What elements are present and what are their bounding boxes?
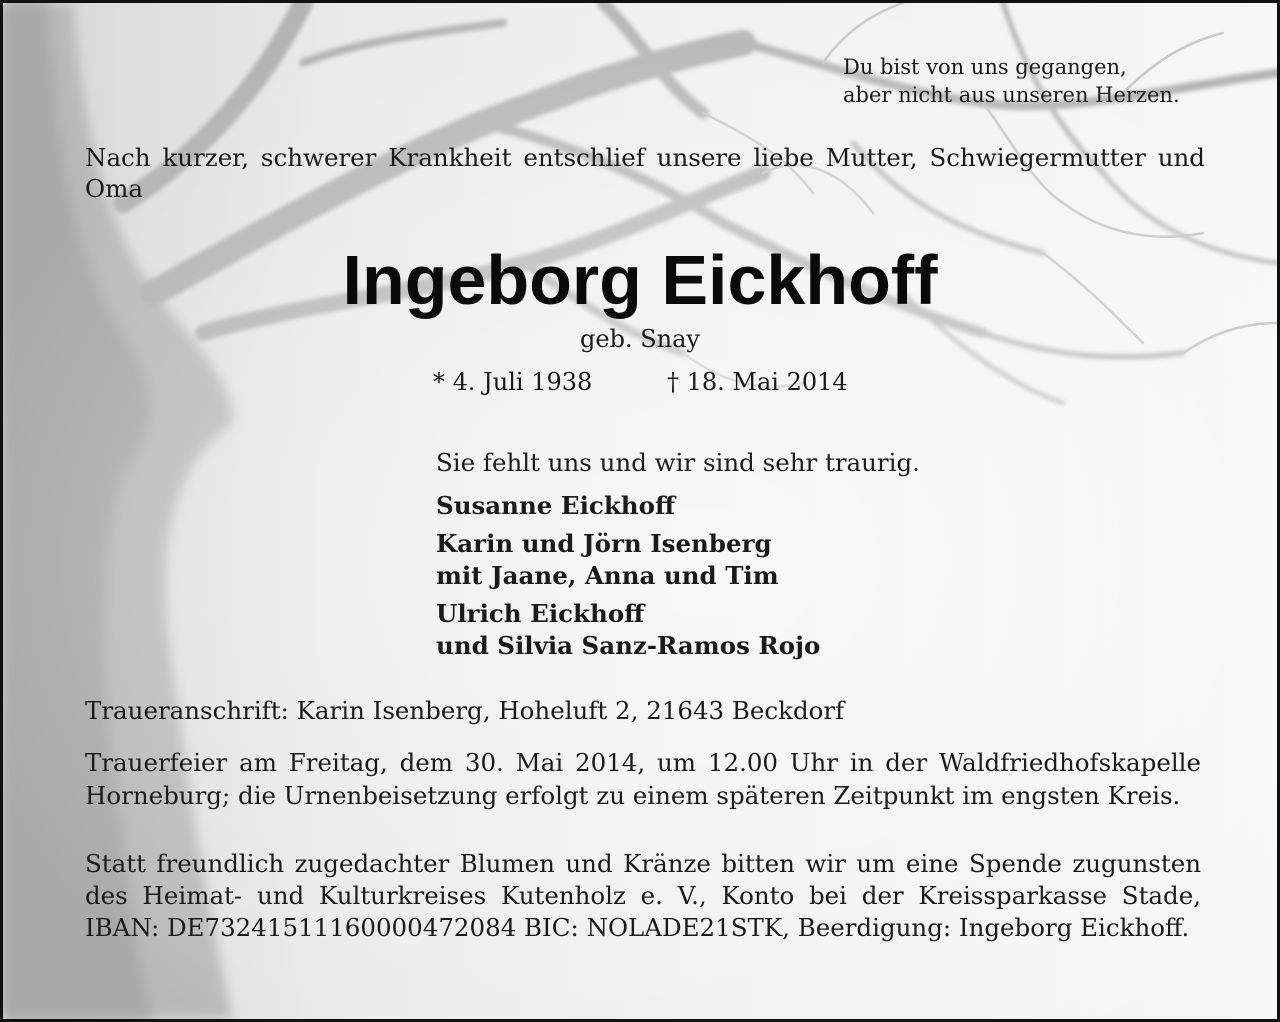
mourner-entry [436, 528, 820, 592]
mourner-name-cont: und Silvia Sanz-Ramos Rojo [436, 631, 821, 660]
mourner-name: Karin und Jörn Isenberg [436, 529, 772, 558]
mourners-list [436, 490, 820, 668]
mourning-address: Traueranschrift: Karin Isenberg, Hoheluft 2, 21643 Beckdorf [85, 696, 845, 725]
maiden-name: geb. Snay [580, 325, 700, 353]
intro-text: Nach kurzer, schwerer Krankheit entschlief unsere liebe Mutter, Schwiegermutter und Oma [85, 143, 1205, 203]
death-date: † 18. Mai 2014 [667, 368, 848, 396]
mourner-entry [436, 598, 820, 662]
deceased-name: Ingeborg Eickhoff [342, 241, 938, 319]
mourner-name: Ulrich Eickhoff [436, 599, 645, 628]
funeral-service-info: Trauerfeier am Freitag, dem 30. Mai 2014, um 12.00 Uhr in der Waldfriedhofskapelle Horneburg; die Urnenbeisetzung erfolgt zu einem späteren Zeitpunkt im engsten Kreis. [85, 748, 1201, 810]
mourner-name: Susanne Eickhoff [436, 491, 676, 520]
donation-request: Statt freundlich zugedachter Blumen und Kränze bitten wir um eine Spende zugunsten des Heimat- und Kulturkreises Kutenholz e. V., Konto bei der Kreissparkasse Stade, IBAN: DE73241511160000472084 BIC: NOLADE21STK, Beerdigung: Ingeborg Eickhoff. [85, 849, 1201, 942]
memorial-quote [843, 53, 1180, 109]
quote-line-1: Du bist von uns gegangen, [843, 55, 1127, 79]
birth-date: * 4. Juli 1938 [433, 368, 593, 396]
quote-line-2: aber nicht aus unseren Herzen. [843, 83, 1180, 107]
sentiment-text: Sie fehlt uns und wir sind sehr traurig. [436, 448, 920, 477]
mourner-name-cont: mit Jaane, Anna und Tim [436, 561, 779, 590]
mourner-entry [436, 490, 820, 522]
